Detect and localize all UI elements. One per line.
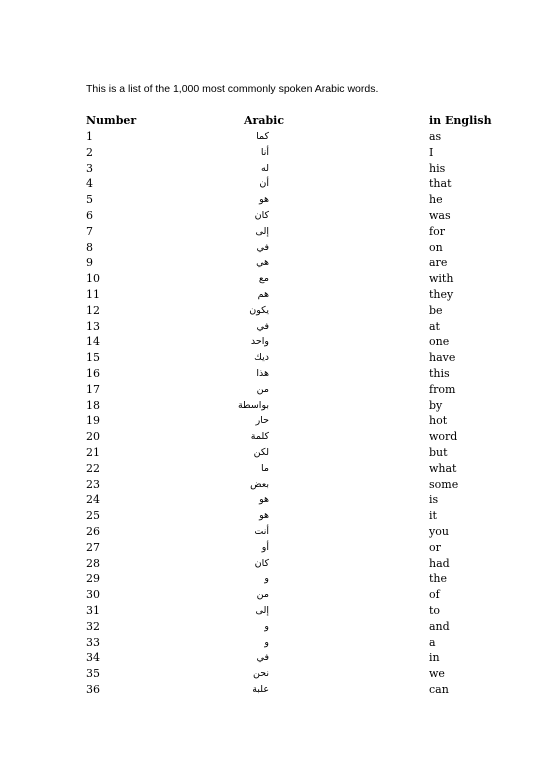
table-row: [86, 145, 486, 161]
table-row: [86, 255, 486, 271]
cell-english: what: [429, 461, 457, 475]
cell-number: 36: [86, 682, 100, 696]
cell-english: the: [429, 572, 448, 586]
cell-english: have: [429, 351, 456, 365]
table-row: [86, 176, 486, 192]
cell-arabic: في: [256, 652, 269, 664]
cell-number: 12: [86, 303, 100, 317]
table-row: [86, 382, 486, 398]
table-row: [86, 208, 486, 224]
cell-number: 10: [86, 272, 100, 286]
header-arabic: Arabic: [244, 114, 285, 127]
cell-arabic: و: [264, 573, 269, 585]
cell-english: in: [429, 651, 440, 665]
cell-number: 22: [86, 461, 100, 475]
table-row: [86, 287, 486, 303]
cell-english: you: [429, 524, 449, 538]
table-row: [86, 508, 486, 524]
table-row: [86, 666, 486, 682]
table-row: [86, 303, 486, 319]
cell-arabic: من: [256, 589, 269, 601]
table-row: [86, 271, 486, 287]
cell-english: that: [429, 177, 452, 191]
cell-number: 29: [86, 572, 100, 586]
cell-number: 6: [86, 208, 93, 222]
table-row: [86, 682, 486, 698]
table-row: [86, 129, 486, 145]
cell-arabic: هي: [256, 257, 269, 269]
cell-number: 31: [86, 603, 100, 617]
cell-number: 14: [86, 335, 100, 349]
cell-arabic: ديك: [254, 352, 269, 364]
cell-arabic: مع: [258, 273, 269, 285]
table-row: [86, 540, 486, 556]
cell-arabic: أنا: [260, 146, 269, 158]
cell-english: they: [429, 287, 454, 301]
cell-number: 23: [86, 477, 100, 491]
cell-arabic: من: [256, 383, 269, 395]
cell-english: is: [429, 493, 439, 507]
cell-arabic: هو: [259, 510, 269, 522]
cell-number: 35: [86, 667, 100, 681]
cell-number: 13: [86, 319, 100, 333]
cell-number: 3: [86, 161, 93, 175]
cell-arabic: إلى: [255, 225, 269, 237]
cell-english: are: [429, 256, 448, 270]
cell-english: as: [429, 130, 442, 143]
cell-arabic: حار: [255, 415, 269, 427]
cell-arabic: أن: [259, 178, 269, 190]
cell-arabic: هم: [257, 288, 269, 300]
cell-arabic: علبة: [252, 683, 269, 695]
table-row: [86, 587, 486, 603]
cell-number: 17: [86, 382, 100, 396]
cell-arabic: بواسطة: [237, 399, 269, 411]
cell-arabic: له: [261, 162, 269, 174]
table-row: [86, 334, 486, 350]
cell-arabic: و: [264, 636, 269, 648]
cell-english: this: [429, 366, 450, 380]
cell-number: 26: [86, 524, 100, 538]
cell-english: his: [429, 161, 446, 175]
table-row: [86, 603, 486, 619]
word-table: [86, 112, 492, 698]
cell-english: at: [429, 319, 440, 333]
table-row: [86, 398, 486, 414]
cell-arabic: إلى: [255, 604, 269, 616]
cell-english: one: [429, 335, 450, 349]
cell-arabic: يكون: [249, 304, 269, 316]
cell-number: 15: [86, 351, 100, 365]
header-english: in English: [429, 114, 492, 127]
cell-english: for: [429, 224, 445, 238]
intro-text: This is a list of the 1,000 most commonly spoken Arabic words.: [86, 83, 379, 95]
cell-english: from: [429, 382, 456, 396]
cell-number: 2: [86, 145, 93, 159]
cell-english: hot: [429, 414, 448, 428]
cell-number: 8: [86, 240, 93, 254]
cell-arabic: في: [256, 320, 269, 332]
table-row: [86, 650, 486, 666]
cell-arabic: ما: [261, 462, 269, 474]
cell-number: 11: [86, 287, 100, 301]
cell-number: 28: [86, 556, 100, 570]
table-row: [86, 635, 486, 651]
cell-number: 7: [86, 224, 93, 238]
table-row: [86, 461, 486, 477]
cell-english: be: [429, 303, 443, 317]
table-row: [86, 556, 486, 572]
cell-arabic: هذا: [256, 367, 269, 379]
cell-arabic: أنت: [254, 525, 269, 537]
cell-arabic: كان: [254, 209, 269, 221]
cell-english: we: [429, 667, 445, 681]
cell-number: 19: [86, 414, 100, 428]
cell-number: 1: [86, 130, 93, 143]
cell-english: it: [429, 509, 437, 523]
cell-number: 9: [86, 256, 93, 270]
cell-arabic: و: [264, 620, 269, 632]
cell-english: some: [429, 477, 459, 491]
cell-english: by: [429, 398, 443, 412]
table-row: [86, 161, 486, 177]
table-row: [86, 224, 486, 240]
cell-number: 25: [86, 509, 100, 523]
cell-arabic: في: [256, 241, 269, 253]
cell-number: 16: [86, 366, 100, 380]
cell-arabic: كان: [254, 557, 269, 569]
table-row: [86, 192, 486, 208]
cell-english: but: [429, 445, 448, 459]
cell-english: I: [429, 145, 434, 159]
cell-english: can: [429, 682, 449, 696]
table-row: [86, 477, 486, 493]
cell-arabic: بعض: [250, 478, 269, 490]
table-row: [86, 350, 486, 366]
cell-number: 27: [86, 540, 100, 554]
cell-arabic: واحد: [250, 336, 269, 348]
cell-number: 20: [86, 430, 100, 444]
cell-english: on: [429, 240, 443, 254]
cell-arabic: هو: [259, 194, 269, 206]
cell-english: a: [429, 635, 436, 649]
cell-english: of: [429, 588, 440, 602]
cell-arabic: كما: [256, 131, 269, 142]
cell-arabic: أو: [261, 541, 269, 553]
cell-number: 21: [86, 445, 100, 459]
cell-arabic: هو: [259, 494, 269, 506]
cell-english: to: [429, 603, 441, 617]
table-row: [86, 571, 486, 587]
cell-english: had: [429, 556, 450, 570]
cell-arabic: لكن: [253, 446, 269, 458]
table-row: [86, 319, 486, 335]
cell-number: 32: [86, 619, 100, 633]
table-row: [86, 413, 486, 429]
cell-english: was: [429, 208, 451, 222]
cell-number: 30: [86, 588, 100, 602]
cell-number: 33: [86, 635, 100, 649]
table-row: [86, 366, 486, 382]
cell-english: and: [429, 619, 450, 633]
cell-number: 34: [86, 651, 100, 665]
cell-arabic: كلمة: [250, 431, 269, 443]
cell-number: 5: [86, 193, 93, 207]
table-header: [86, 112, 492, 129]
cell-number: 24: [86, 493, 100, 507]
cell-number: 18: [86, 398, 100, 412]
table-row: [86, 524, 486, 540]
cell-english: word: [429, 430, 458, 444]
table-row: [86, 240, 486, 256]
cell-arabic: نحن: [252, 668, 269, 680]
table-row: [86, 619, 486, 635]
cell-english: he: [429, 193, 443, 207]
table-row: [86, 429, 486, 445]
cell-english: with: [429, 272, 454, 286]
header-number: Number: [86, 114, 137, 127]
table-row: [86, 445, 486, 461]
table-row: [86, 492, 486, 508]
cell-number: 4: [86, 177, 93, 191]
cell-english: or: [429, 540, 441, 554]
